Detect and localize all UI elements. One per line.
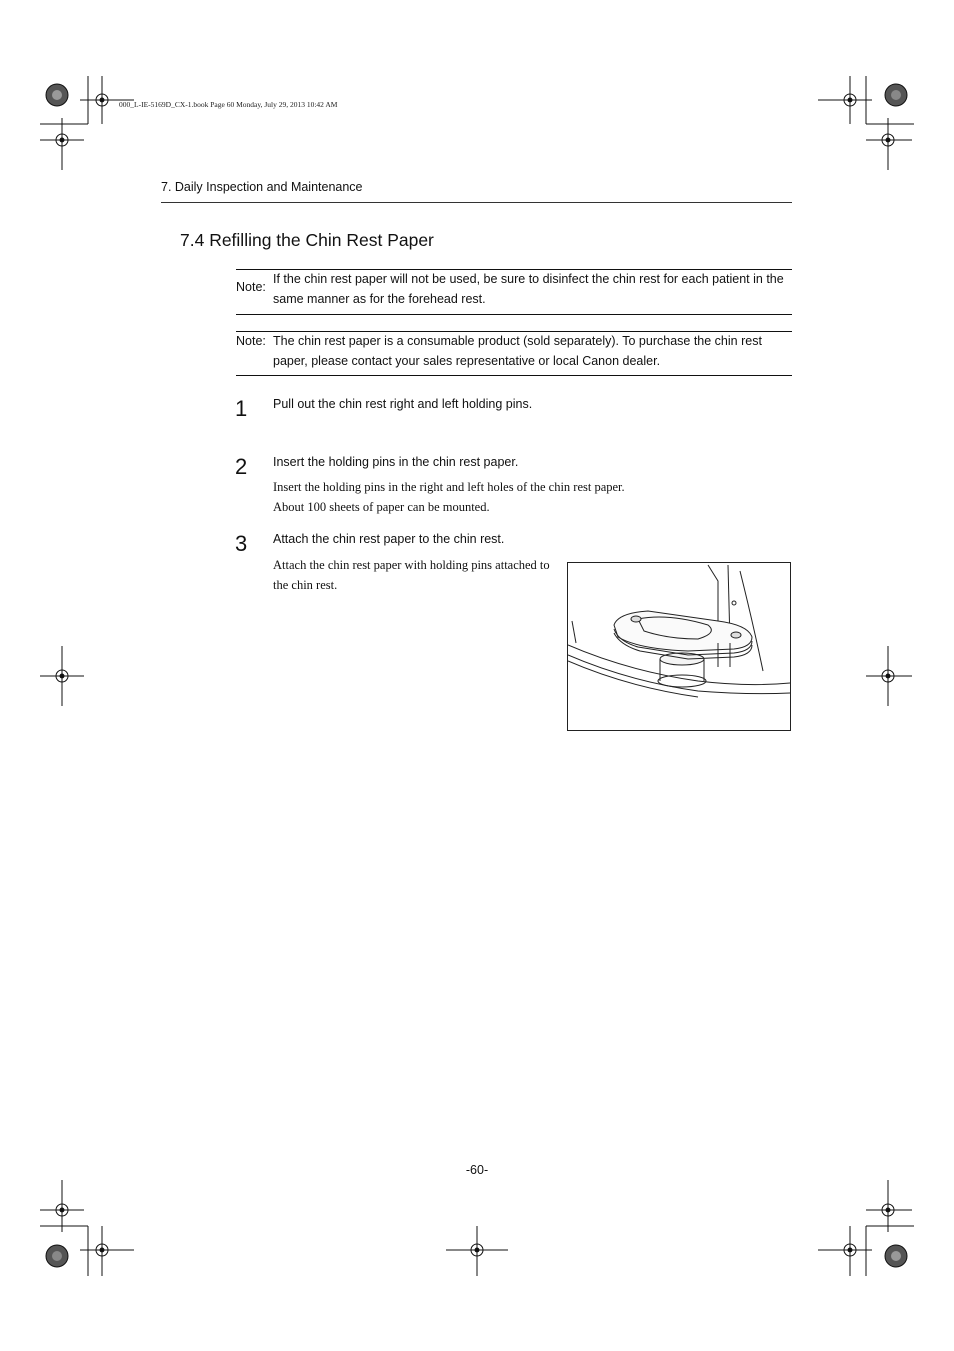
step-number: 3 <box>235 531 248 556</box>
note-text: The chin rest paper is a consumable product (sold separately). To purchase the chin rest paper, please contact your sales representative or local Canon dealer. <box>273 334 762 368</box>
step-detail: About 100 sheets of paper can be mounted. <box>273 500 490 514</box>
note-rule-bottom <box>236 375 792 376</box>
print-info: 000_L-IE-5169D_CX-1.book Page 60 Monday, July 29, 2013 10:42 AM <box>119 100 338 109</box>
section-title: 7.4 Refilling the Chin Rest Paper <box>180 230 434 250</box>
note-box-2 <box>236 331 792 376</box>
header-rule <box>161 202 792 203</box>
page-number: -60- <box>465 1163 489 1177</box>
step-number: 2 <box>235 454 248 479</box>
note-label: Note: <box>236 334 266 348</box>
step-title: Attach the chin rest paper to the chin rest. <box>273 532 505 546</box>
running-header: 7. Daily Inspection and Maintenance <box>161 180 363 194</box>
step-title: Pull out the chin rest right and left holding pins. <box>273 397 533 411</box>
step-number: 1 <box>235 396 248 421</box>
note-box-1 <box>236 269 792 315</box>
step-detail: Attach the chin rest paper with holding pins attached to the chin rest. <box>273 558 550 592</box>
step-detail: Insert the holding pins in the right and left holes of the chin rest paper. <box>273 480 625 494</box>
note-text: If the chin rest paper will not be used, be sure to disinfect the chin rest for each patient in the same manner as for the forehead rest. <box>273 272 784 306</box>
note-rule-bottom <box>236 314 792 315</box>
chin-rest-illustration <box>567 562 791 731</box>
step-title: Insert the holding pins in the chin rest paper. <box>273 455 519 469</box>
note-label: Note: <box>236 280 266 294</box>
